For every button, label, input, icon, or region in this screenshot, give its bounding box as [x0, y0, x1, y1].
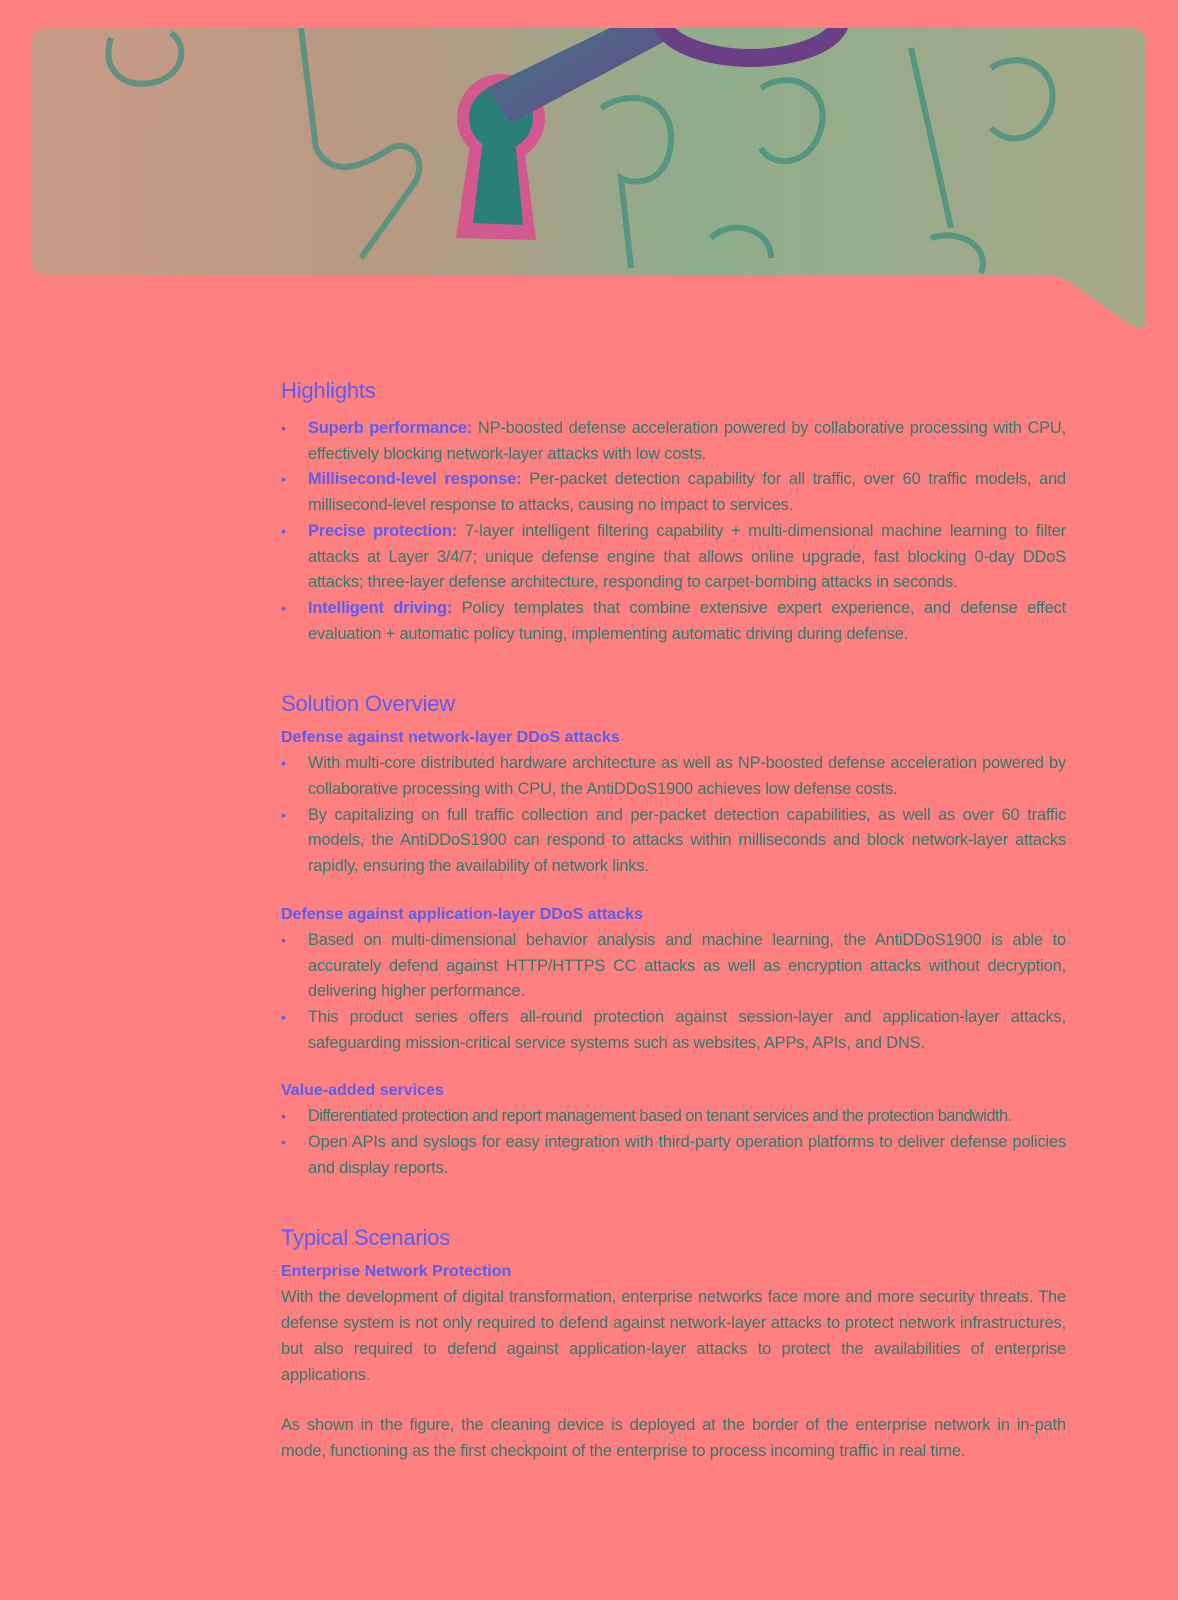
highlights-heading: Highlights	[281, 378, 376, 403]
item-text: 7-layer intelligent filtering capability + multi-dimensional machine learning to filter attacks at Layer 3/4/7; unique defense engine that allows online upgrade, fast blocking 0-day DDoS attacks; three-layer defense architecture, responding to carpet-bombing attacks in seconds.	[308, 521, 1066, 592]
enterprise-subheading: Enterprise Network Protection	[281, 1263, 512, 1281]
item-lead: Intelligent driving:	[308, 598, 453, 617]
list-item: • This product series offers all-round protection against session-layer and application-layer attacks, safeguarding mission-critical service systems such as websites, APPs, APIs, and DNS.	[281, 1005, 1066, 1056]
application-layer-subheading: Defense against application-layer DDoS attacks	[281, 905, 643, 923]
typical-scenarios-heading: Typical Scenarios	[281, 1225, 451, 1251]
list-item	[281, 519, 1066, 596]
enterprise-paragraph-1: With the development of digital transformation, enterprise networks face more and more security threats. The defense system is not only required to defend against network-layer attacks to protect network infrastructures, but also required to defend against application-layer attacks to protect the availabilities of enterprise applications.	[281, 1288, 1066, 1384]
document-body	[281, 378, 1066, 1465]
item-lead: Superb performance:	[308, 419, 473, 437]
enterprise-paragraph-2: As shown in the figure, the cleaning device is deployed at the border of the enterprise network in in-path mode, functioning as the first checkpoint of the enterprise to process incoming traffic in real time.	[281, 1416, 1066, 1460]
item-text: Per-packet detection capability for all traffic, over 60 traffic models, and millisecond-level response to attacks, causing no impact to services.	[308, 470, 1067, 515]
list-item	[281, 416, 1066, 467]
item-lead: Millisecond-level response:	[308, 470, 522, 489]
list-item	[281, 467, 1066, 518]
list-item: • Open APIs and syslogs for easy integration with third-party operation platforms to deliver defense policies and display reports.	[281, 1130, 1066, 1181]
value-added-list	[281, 1104, 1066, 1181]
value-added-subheading: Value-added services	[281, 1082, 444, 1100]
highlights-list	[281, 416, 1066, 647]
list-item: • Differentiated protection and report management based on tenant services and the protection bandwidth.	[281, 1104, 1066, 1130]
network-layer-subheading: Defense against network-layer DDoS attacks	[281, 729, 620, 747]
hero-banner	[31, 28, 1146, 334]
solution-overview-heading: Solution Overview	[281, 691, 455, 717]
list-item	[281, 596, 1066, 647]
list-item: • With multi-core distributed hardware architecture as well as NP-boosted defense acceleration powered by collaborative processing with CPU, the AntiDDoS1900 achieves low defense costs.	[281, 751, 1066, 802]
network-layer-list	[281, 751, 1066, 880]
item-lead: Precise protection:	[308, 521, 458, 540]
list-item: • Based on multi-dimensional behavior analysis and machine learning, the AntiDDoS1900 is able to accurately defend against HTTP/HTTPS CC attacks as well as encryption attacks without decryption, delivering higher performance.	[281, 928, 1066, 1005]
list-item: • By capitalizing on full traffic collection and per-packet detection capabilities, as well as over 60 traffic models, the AntiDDoS1900 can respond to attacks within milliseconds and block network-layer attacks rapidly, ensuring the availability of network links.	[281, 803, 1066, 880]
banner-image	[31, 28, 1146, 334]
item-text: NP-boosted defense acceleration powered by collaborative processing with CPU, effectively blocking network-layer attacks with low costs.	[308, 419, 1067, 463]
application-layer-list	[281, 928, 1066, 1057]
item-text: Policy templates that combine extensive expert experience, and defense effect evaluation + automatic policy tuning, implementing automatic driving during defense.	[308, 598, 1066, 643]
